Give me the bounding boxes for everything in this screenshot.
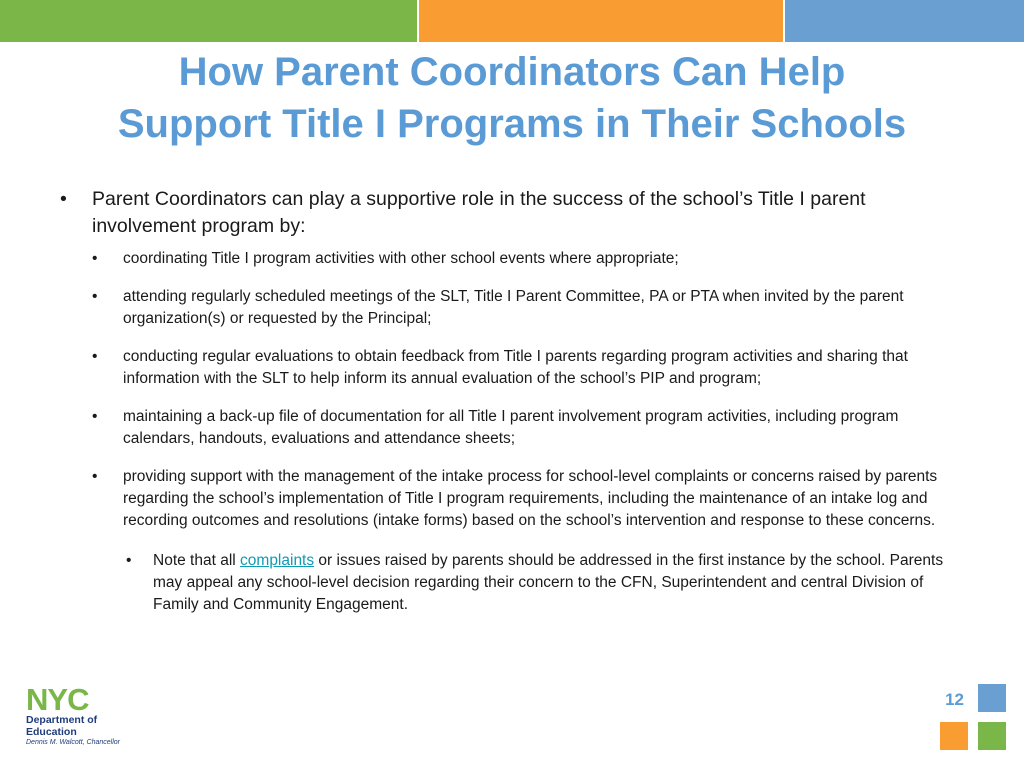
slide-title <box>0 46 1024 150</box>
note-prefix: Note that all <box>153 552 241 569</box>
corner-square-green <box>978 722 1006 750</box>
sub-bullet-item <box>58 248 968 270</box>
department-line-2: Education <box>26 726 77 738</box>
slide-title-line-1: How Parent Coordinators Can Help <box>178 50 846 94</box>
top-bar-green-segment <box>0 0 417 42</box>
top-bar-orange-segment <box>419 0 783 42</box>
chancellor-text: Dennis M. Walcott, Chancellor <box>26 739 121 746</box>
bullet-icon: • <box>92 468 98 485</box>
bullet-icon: • <box>92 348 98 365</box>
top-color-bar <box>0 0 1024 42</box>
intro-text: Parent Coordinators can play a supportive role in the success of the school’s Title I parent involvement program by: <box>92 188 866 237</box>
bullet-icon: • <box>92 288 98 305</box>
slide-content <box>58 186 968 616</box>
intro-bullet <box>58 186 968 240</box>
nyc-logo-text: NYC <box>26 684 89 717</box>
sub-bullet-text: providing support with the management of the intake process for school-level complaints or concerns raised by parents regarding the school’s implementation of Title I program requirements, including the maintenance of an intake log and recording outcomes and resolutions (intake forms) based on the school’s intervention and response to these concerns. <box>123 468 938 529</box>
bullet-icon: • <box>92 250 98 267</box>
bullet-icon: • <box>126 552 132 569</box>
sub-bullet-text: coordinating Title I program activities with other school events where appropriate; <box>123 250 679 267</box>
department-line-1: Department of <box>26 714 98 726</box>
sub-bullet-text: attending regularly scheduled meetings of the SLT, Title I Parent Committee, PA or PTA when invited by the parent organization(s) or requested by the Principal; <box>123 288 904 327</box>
corner-square-blue <box>978 684 1006 712</box>
sub-bullet-item <box>58 406 968 450</box>
department-block <box>26 714 146 748</box>
complaints-link[interactable]: complaints <box>240 552 315 569</box>
page-number: 12 <box>945 690 964 709</box>
bullet-icon: • <box>60 188 67 210</box>
sub-bullet-text: conducting regular evaluations to obtain feedback from Title I parents regarding program activities and sharing that information with the SLT to help inform its annual evaluation of the school’s PIP and program; <box>123 348 908 387</box>
note-bullet <box>58 550 968 616</box>
corner-square-orange <box>940 722 968 750</box>
sub-bullet-text: maintaining a back-up file of documentation for all Title I parent involvement program activities, including program calendars, handouts, evaluations and attendance sheets; <box>123 408 899 447</box>
sub-bullet-list <box>58 248 968 616</box>
note-suffix: or issues raised by parents should be addressed in the first instance by the school. Parents may appeal any school-level decision regarding their concern to the CFN, Superintendent and central Division of Family and Community Engagement. <box>153 552 944 613</box>
top-bar-blue-segment <box>785 0 1024 42</box>
bullet-icon: • <box>92 408 98 425</box>
sub-bullet-item <box>58 286 968 330</box>
sub-bullet-item <box>58 466 968 532</box>
slide-title-line-2: Support Title I Programs in Their Schools <box>117 102 907 146</box>
sub-bullet-item <box>58 346 968 390</box>
